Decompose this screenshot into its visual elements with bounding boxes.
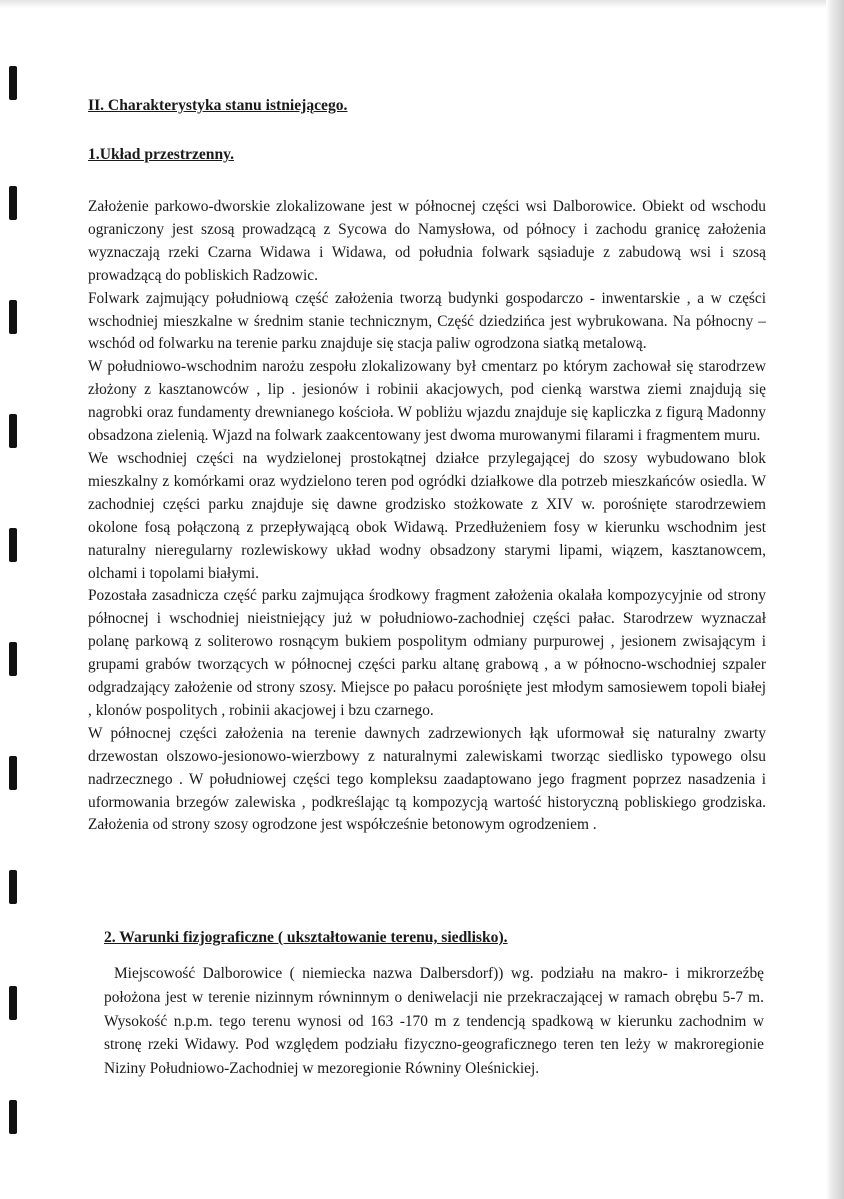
subsection-title-physiography: 2. Warunki fizjograficzne ( ukształtowanie terenu, siedlisko). bbox=[104, 929, 508, 946]
document-body bbox=[88, 96, 766, 837]
binder-mark bbox=[9, 986, 17, 1020]
binder-mark bbox=[9, 186, 17, 220]
paragraph: Założenie parkowo-dworskie zlokalizowane jest w północnej części wsi Dalborowice. Obiekt od wschodu ograniczony jest szosą prowadzącą z Sycowa do Namysłowa, od północy i zachodu granicę założenia wyznaczają rzeki Czarna Widawa i Widawa, od południa folwark sąsiaduje z zabudową wsi i szosą prowadzącą do pobliskich Radzowic. bbox=[88, 198, 766, 284]
scan-shadow-top bbox=[0, 0, 844, 8]
subsection-title-spatial-layout: 1.Układ przestrzenny. bbox=[88, 146, 234, 163]
paragraph: W południowo-wschodnim narożu zespołu zlokalizowany był cmentarz po którym zachował się starodrzew złożony z kasztanowców , lip . jesionów i robinii akacjowych, pod cienką warstwa ziemi znajdują się nagrobki oraz fundamenty drewnianego kościoła. W pobliżu wjazdu znajduje się kapliczka z figurą Madonny obsadzona zielenią. Wjazd na folwark zaakcentowany jest dwoma murowanymi filarami i fragmentem muru. bbox=[88, 358, 766, 445]
binder-mark bbox=[9, 1100, 17, 1134]
paragraph: Pozostała zasadnicza część parku zajmująca środkowy fragment założenia okalała kompozycyjnie od strony północnej i wschodniej nieistniejący już w południowo-zachodniej części pałac. Starodrzew wyznaczał polanę parkową z soliterowo rosnącym bukiem pospolitym odmiany purpurowej , jesionem zwisającym i grupami grabów tworzących w północnej części parku altanę grabową , a w północno-wschodniej szpaler odgradzający założenie od strony szosy. Miejsce po pałacu porośnięte jest młodym samosiewem topoli białej , klonów pospolitych , robinii akacjowej i bzu czarnego. bbox=[88, 587, 766, 719]
binder-mark bbox=[9, 756, 17, 790]
scan-shadow-right bbox=[826, 0, 844, 1199]
binder-mark bbox=[9, 300, 17, 334]
binder-mark bbox=[9, 528, 17, 562]
binder-mark bbox=[9, 414, 17, 448]
section-title: II. Charakterystyka stanu istniejącego. bbox=[88, 97, 348, 114]
binder-mark bbox=[9, 642, 17, 676]
paragraph: Miejscowość Dalborowice ( niemiecka nazwa Dalbersdorf)) wg. podziału na makro- i mikrorzeźbę położona jest w terenie nizinnym równinnym o deniwelacji nie przekraczającej w ramach obrębu 5-7 m. Wysokość n.p.m. tego terenu wynosi od 163 -170 m z tendencją spadkową w kierunku zachodnim w stronę rzeki Widawy. Pod względem podziału fizyczno-geograficznego teren ten leży w makroregionie Niziny Południowo-Zachodniej w mezoregionie Równiny Oleśnickiej. bbox=[104, 965, 764, 1078]
paragraph: W północnej części założenia na terenie dawnych zadrzewionych łąk uformował się naturalny zwarty drzewostan olszowo-jesionowo-wierzbowy z naturalnymi zalewiskami tworząc siedlisko typowego olsu nadrzecznego . W południowej części tego kompleksu zaadaptowano jego fragment poprzez nasadzenia i uformowania brzegów zalewiska , podkreślając tą kompozycją wartość historyczną pobliskiego grodziska. Założenia od strony szosy ogrodzone jest współcześnie betonowym ogrodzeniem . bbox=[88, 724, 766, 834]
binder-mark bbox=[9, 66, 17, 100]
paragraph: We wschodniej części na wydzielonej prostokątnej działce przylegającej do szosy wybudowano blok mieszkalny z komórkami oraz wydzielono teren pod ogródki działkowe dla potrzeb mieszkańców osiedla. W zachodniej części parku znajduje się dawne grodzisko stożkowate z XIV w. porośnięte starodrzewiem okolone fosą połączoną z przepływającą obok Widawą. Przedłużeniem fosy w kierunku wschodnim jest naturalny nieregularny rozlewiskowy układ wodny obsadzony starymi lipami, wiązem, kasztanowcem, olchami i topolami białymi. bbox=[88, 449, 766, 582]
binder-mark bbox=[9, 870, 17, 904]
paragraph: Folwark zajmujący południową część założenia tworzą budynki gospodarczo - inwentarskie , a w części wschodniej mieszkalne w średnim stanie technicznym, Część dziedzińca jest wybrukowana. Na północny – wschód od folwarku na terenie parku znajduje się stacja paliw ogrodzona siatką metalową. bbox=[88, 289, 766, 353]
